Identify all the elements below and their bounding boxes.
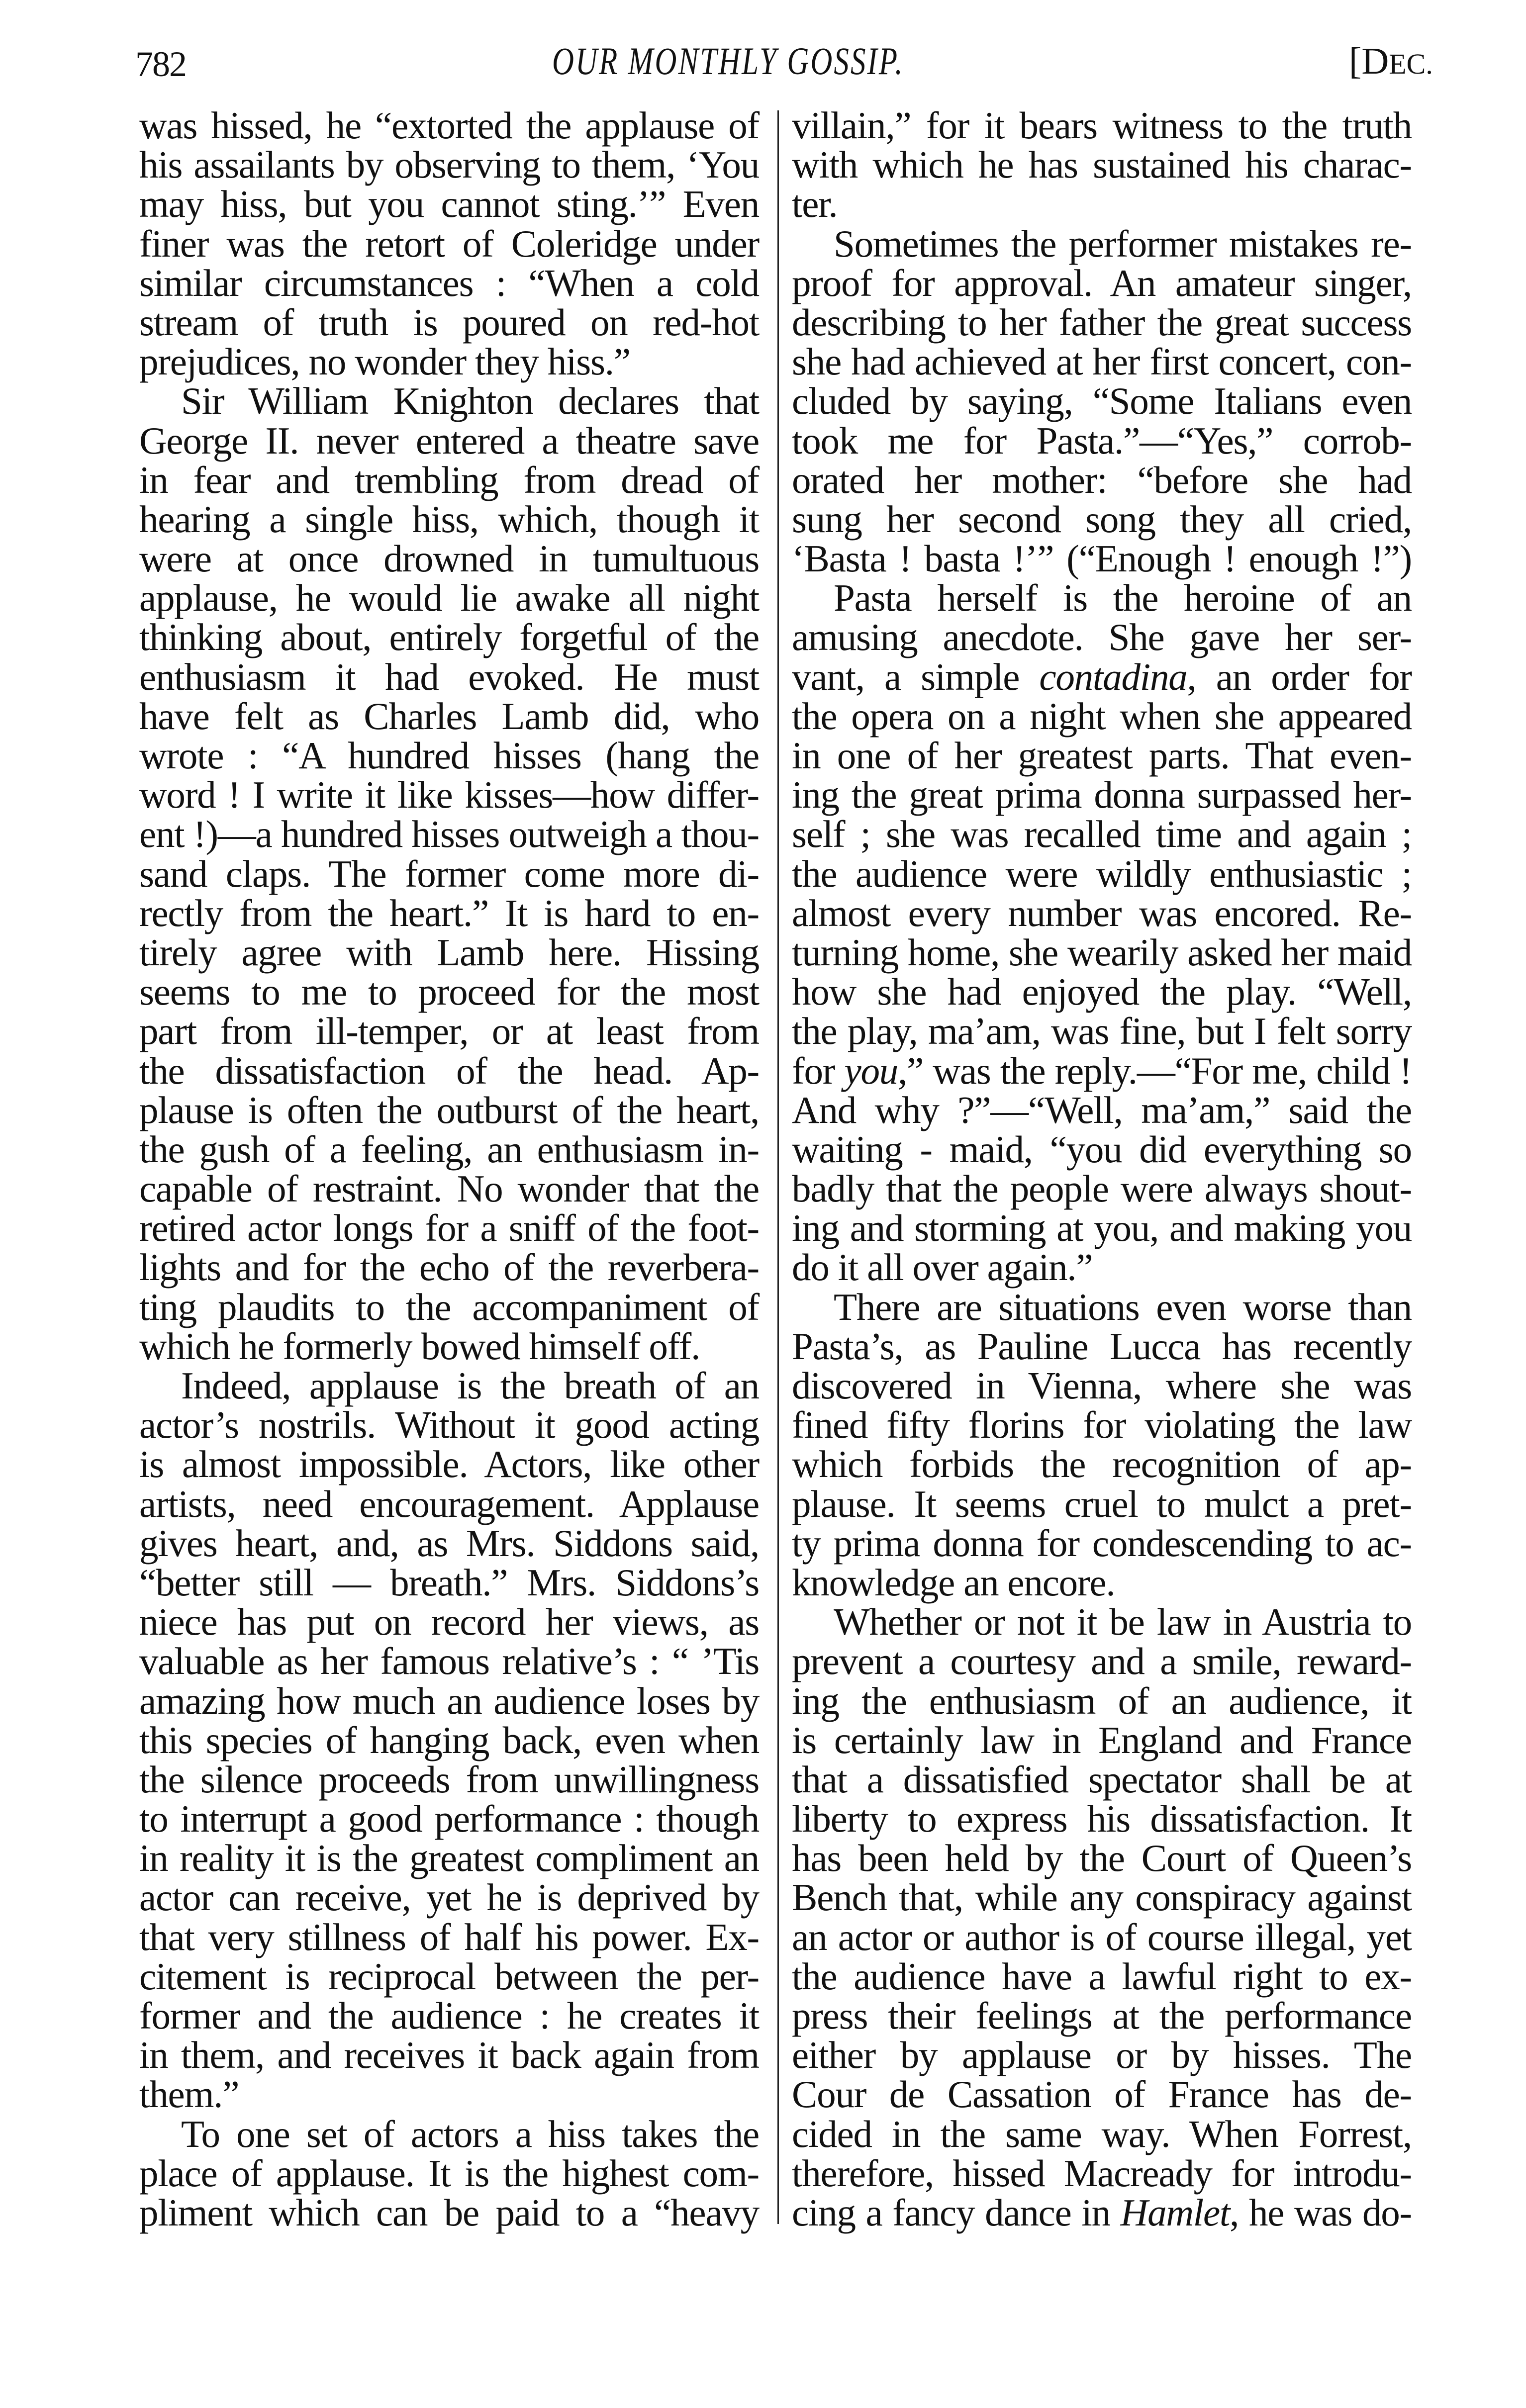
- text-line: Cour de Cassation of France has de-: [792, 2073, 1412, 2116]
- text-line: amazing how much an audience loses by: [139, 1679, 759, 1722]
- text-line: part from ill-temper, or at least from: [139, 1010, 759, 1053]
- text-line: wrote : “A hundred hisses (hang the: [139, 734, 759, 777]
- text-line: artists, need encouragement. Applause: [139, 1482, 759, 1525]
- text-line: in them, and receives it back again from: [139, 2034, 759, 2077]
- text-line: sung her second song they all cried,: [792, 497, 1412, 541]
- text-line: valuable as her famous relative’s : “ ’Tis: [139, 1640, 759, 1683]
- text-line: the silence proceeds from unwillingness: [139, 1758, 759, 1801]
- text-line: is almost impossible. Actors, like other: [139, 1443, 759, 1486]
- text-line: the play, ma’am, was fine, but I felt sorry: [792, 1010, 1412, 1053]
- text-line: Bench that, while any conspiracy against: [792, 1876, 1412, 1919]
- text-line: vant, a simple contadina, an order for: [792, 655, 1412, 698]
- text-line: hearing a single hiss, which, though it: [139, 497, 759, 541]
- text-line: amusing anecdote. She gave her ser-: [792, 616, 1412, 659]
- text-line: Pasta herself is the heroine of an: [834, 576, 1412, 620]
- text-line: proof for approval. An amateur singer,: [792, 261, 1412, 304]
- left-column: [139, 106, 759, 2232]
- text-line: pliment which can be paid to a “heavy: [139, 2191, 759, 2234]
- italic-text: Hamlet: [1120, 2191, 1230, 2234]
- text-line: prevent a courtesy and a smile, reward-: [792, 1640, 1412, 1683]
- text-line: that very stillness of half his power. Ex-: [139, 1915, 759, 1958]
- text-line: press their feelings at the performance: [792, 1994, 1412, 2037]
- text-line: for you,” was the reply.—“For me, child !: [792, 1049, 1412, 1092]
- text-line: how she had enjoyed the play. “Well,: [792, 970, 1412, 1014]
- text-line: took me for Pasta.”—“Yes,” corrob-: [792, 419, 1412, 462]
- text-line: applause, he would lie awake all night: [139, 576, 759, 620]
- text-line: do it all over again.”: [792, 1246, 1093, 1289]
- text-line: Indeed, applause is the breath of an: [181, 1364, 759, 1407]
- text-line: word ! I write it like kisses—how differ-: [139, 773, 759, 817]
- text-line: either by applause or by hisses. The: [792, 2034, 1412, 2077]
- running-title: OUR MONTHLY GOSSIP.: [552, 39, 904, 83]
- text-line: And why ?”—“Well, ma’am,” said the: [792, 1088, 1412, 1131]
- text-line: fined fifty florins for violating the law: [792, 1403, 1412, 1447]
- text-line: in fear and trembling from dread of: [139, 458, 759, 501]
- text-line: the gush of a feeling, an enthusiasm in-: [139, 1127, 759, 1171]
- text-line: ing the great prima donna surpassed her-: [792, 773, 1412, 817]
- text-line: thinking about, entirely forgetful of the: [139, 616, 759, 659]
- text-line: former and the audience : he creates it: [139, 1994, 759, 2037]
- month-rest: EC.: [1389, 48, 1433, 80]
- text-line: were at once drowned in tumultuous: [139, 537, 759, 580]
- text-line: lights and for the echo of the reverbera-: [139, 1246, 759, 1289]
- text-line: was hissed, he “extorted the applause of: [139, 104, 759, 147]
- text-line: liberty to express his dissatisfaction. It: [792, 1797, 1412, 1841]
- italic-text: contadina: [1039, 655, 1187, 698]
- month-initial: D: [1361, 40, 1389, 82]
- text-line: There are situations even worse than: [834, 1285, 1412, 1328]
- month-bracket: [: [1349, 40, 1362, 82]
- text-line: “better still — breath.” Mrs. Siddons’s: [139, 1561, 759, 1604]
- text-line: ‘Basta ! basta !’” (“Enough ! enough !”): [792, 537, 1412, 580]
- text-line: citement is reciprocal between the per-: [139, 1954, 759, 1998]
- text-line: Sir William Knighton declares that: [181, 379, 759, 423]
- text-line: George II. never entered a theatre save: [139, 419, 759, 462]
- text-line: gives heart, and, as Mrs. Siddons said,: [139, 1521, 759, 1565]
- text-line: ting plaudits to the accompaniment of: [139, 1285, 759, 1328]
- text-line: therefore, hissed Macready for introdu-: [792, 2151, 1412, 2195]
- text-line: plause. It seems cruel to mulct a pret-: [792, 1482, 1412, 1525]
- text-line: sand claps. The former come more di-: [139, 852, 759, 895]
- text-line: is certainly law in England and France: [792, 1718, 1412, 1761]
- text-line: Whether or not it be law in Austria to: [834, 1600, 1412, 1644]
- text-line: the dissatisfaction of the head. Ap-: [139, 1049, 759, 1092]
- text-line: may hiss, but you cannot sting.’” Even: [139, 183, 759, 226]
- right-column: [792, 106, 1412, 2232]
- month-label: [1349, 40, 1433, 83]
- text-line: have felt as Charles Lamb did, who: [139, 694, 759, 738]
- text-line: ter.: [792, 183, 838, 226]
- text-line: stream of truth is poured on red-hot: [139, 300, 759, 344]
- text-line: knowledge an encore.: [792, 1561, 1115, 1604]
- text-line: almost every number was encored. Re-: [792, 891, 1412, 934]
- text-line: describing to her father the great success: [792, 300, 1412, 344]
- text-line: in one of her greatest parts. That even-: [792, 734, 1412, 777]
- text-line: has been held by the Court of Queen’s: [792, 1837, 1412, 1880]
- text-line: discovered in Vienna, where she was: [792, 1364, 1412, 1407]
- text-line: them.”: [139, 2073, 239, 2116]
- text-line: plause is often the outburst of the heart,: [139, 1088, 759, 1131]
- text-line: similar circumstances : “When a cold: [139, 261, 759, 304]
- text-line: in reality it is the greatest compliment an: [139, 1837, 759, 1880]
- text-line: that a dissatisfied spectator shall be at: [792, 1758, 1412, 1801]
- text-line: orated her mother: “before she had: [792, 458, 1412, 501]
- text-line: cided in the same way. When Forrest,: [792, 2112, 1412, 2155]
- text-line: retired actor longs for a sniff of the foot-: [139, 1206, 759, 1250]
- text-line: enthusiasm it had evoked. He must: [139, 655, 759, 698]
- text-line: the opera on a night when she appeared: [792, 694, 1412, 738]
- text-line: ent !)—a hundred hisses outweigh a thou-: [139, 813, 759, 856]
- text-line: tirely agree with Lamb here. Hissing: [139, 930, 759, 974]
- text-line: with which he has sustained his charac-: [792, 143, 1412, 186]
- text-line: badly that the people were always shout-: [792, 1167, 1412, 1210]
- text-line: waiting - maid, “you did everything so: [792, 1127, 1412, 1171]
- text-line: self ; she was recalled time and again ;: [792, 813, 1412, 856]
- text-line: capable of restraint. No wonder that the: [139, 1167, 759, 1210]
- text-line: Pasta’s, as Pauline Lucca has recently: [792, 1324, 1412, 1368]
- text-line: cing a fancy dance in Hamlet, he was do-: [792, 2191, 1412, 2234]
- running-head: [0, 35, 1526, 90]
- text-line: prejudices, no wonder they hiss.”: [139, 340, 630, 383]
- text-line: Sometimes the performer mistakes re-: [834, 222, 1412, 265]
- text-line: cluded by saying, “Some Italians even: [792, 379, 1412, 423]
- text-line: To one set of actors a hiss takes the: [181, 2112, 759, 2155]
- text-line: rectly from the heart.” It is hard to en-: [139, 891, 759, 934]
- italic-text: you: [844, 1049, 898, 1092]
- column-divider: [777, 110, 779, 2224]
- text-line: turning home, she wearily asked her maid: [792, 930, 1412, 974]
- text-line: the audience were wildly enthusiastic ;: [792, 852, 1412, 895]
- text-line: the audience have a lawful right to ex-: [792, 1954, 1412, 1998]
- text-line: actor’s nostrils. Without it good acting: [139, 1403, 759, 1447]
- text-line: seems to me to proceed for the most: [139, 970, 759, 1014]
- text-line: ing and storming at you, and making you: [792, 1206, 1412, 1250]
- text-line: niece has put on record her views, as: [139, 1600, 759, 1644]
- text-line: his assailants by observing to them, ‘You: [139, 143, 759, 186]
- text-line: she had achieved at her first concert, con-: [792, 340, 1412, 383]
- text-line: place of applause. It is the highest com-: [139, 2151, 759, 2195]
- text-line: villain,” for it bears witness to the truth: [792, 104, 1412, 147]
- text-line: ty prima donna for condescending to ac-: [792, 1521, 1412, 1565]
- text-line: which forbids the recognition of ap-: [792, 1443, 1412, 1486]
- page-number: 782: [135, 44, 186, 84]
- text-line: this species of hanging back, even when: [139, 1718, 759, 1761]
- text-line: actor can receive, yet he is deprived by: [139, 1876, 759, 1919]
- text-line: ing the enthusiasm of an audience, it: [792, 1679, 1412, 1722]
- text-line: to interrupt a good performance : though: [139, 1797, 759, 1841]
- text-line: an actor or author is of course illegal, yet: [792, 1915, 1412, 1958]
- text-line: which he formerly bowed himself off.: [139, 1324, 700, 1368]
- text-line: finer was the retort of Coleridge under: [139, 222, 759, 265]
